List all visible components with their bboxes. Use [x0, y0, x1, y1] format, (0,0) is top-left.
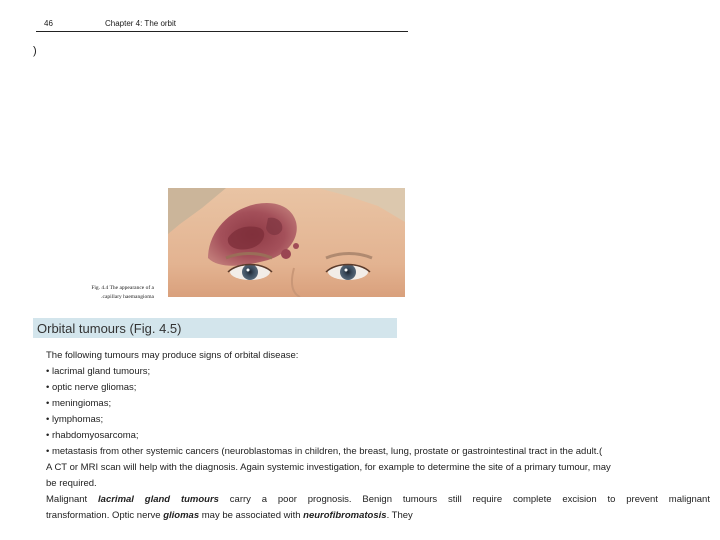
caption-line-1: Fig. 4.4 The appearance of a	[91, 285, 154, 291]
bullet-item: • meningiomas;	[46, 398, 112, 409]
caption-line-2: .capillary haemangioma	[101, 294, 154, 300]
page-number: 46	[44, 19, 53, 28]
text-run: carry a poor prognosis. Benign tumours still require complete excision to prevent malignant	[218, 494, 710, 505]
paragraph-line	[46, 508, 710, 524]
intro-line: The following tumours may produce signs of orbital disease:	[46, 350, 299, 361]
paragraph-line: be required.	[46, 478, 97, 489]
text-run: Malignant	[46, 494, 99, 505]
emphasis-term: neurofibromatosis	[303, 510, 387, 521]
bullet-item: • rhabdomyosarcoma;	[46, 430, 139, 441]
paragraph-line: A CT or MRI scan will help with the diagnosis. Again systemic investigation, for example to determine the site of a primary tumour, may	[46, 462, 611, 473]
bullet-item: • optic nerve gliomas;	[46, 382, 137, 393]
text-run: . They	[386, 510, 413, 521]
chapter-title: Chapter 4: The orbit	[105, 19, 177, 28]
text-run: transformation. Optic nerve	[46, 510, 164, 521]
section-heading: Orbital tumours (Fig. 4.5)	[37, 321, 182, 336]
text-run: may be associated with	[199, 510, 304, 521]
bullet-item: • metastasis from other systemic cancers (neuroblastomas in children, the breast, lung, prostate or gastrointestinal tract in the adult.(	[46, 446, 603, 457]
body-text	[46, 348, 710, 524]
figure-photo-haemangioma	[168, 188, 405, 297]
figure-caption	[58, 284, 154, 302]
header-rule	[36, 31, 408, 32]
emphasis-term: lacrimal gland tumours	[98, 494, 219, 505]
photo-illustration	[168, 188, 405, 297]
stray-mark: )	[33, 45, 37, 57]
bullet-item: • lacrimal gland tumours;	[46, 366, 151, 377]
paragraph-line	[46, 492, 710, 508]
bullet-item: • lymphomas;	[46, 414, 104, 425]
emphasis-term: gliomas	[163, 510, 200, 521]
